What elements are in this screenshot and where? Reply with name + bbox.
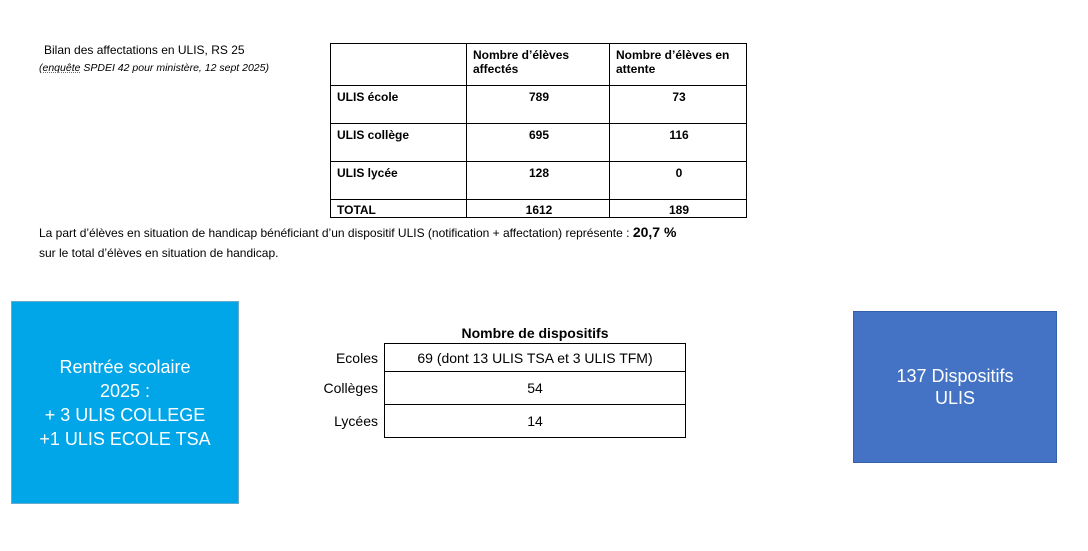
table-header-row [331,44,747,86]
row-affectes: 695 [467,124,610,162]
total-dispositifs-box [853,311,1057,463]
table-row [331,162,747,200]
caption-source [39,61,269,75]
row-label: ULIS école [331,86,467,124]
summary-text-end: sur le total d’élèves en situation de handicap. [39,246,279,260]
rentree-box [11,301,239,504]
header-cell-empty [331,44,467,86]
caption-source-first-word: (enquête [39,62,81,74]
caption-source-rest: SPDEI 42 pour ministère, 12 sept 2025) [80,62,269,74]
row-affectes: 789 [467,86,610,124]
rentree-line: Rentrée scolaire [59,356,191,377]
total-attente: 189 [610,200,747,218]
row-label: ULIS lycée [331,162,467,200]
dispositifs-title: Nombre de dispositifs [461,325,609,341]
table-row [331,86,747,124]
rentree-line: + 3 ULIS COLLEGE [44,404,206,425]
rentree-line: 2025 : [99,380,151,401]
table-total-row [331,200,747,218]
dispositif-label: Collèges [323,380,378,396]
dispositif-value: 54 [385,372,686,405]
row-attente: 73 [610,86,747,124]
dispositif-label: Lycées [334,413,378,429]
rentree-box-text [39,355,210,451]
row-affectes: 128 [467,162,610,200]
total-affectes: 1612 [467,200,610,218]
row-attente: 0 [610,162,747,200]
dispositif-value: 14 [385,405,686,438]
dispositif-label: Ecoles [335,349,378,366]
total-dispositifs-text [896,365,1013,409]
summary-paragraph [39,222,839,263]
table-row [300,372,686,405]
total-line: 137 Dispositifs [896,366,1014,386]
table-row [300,405,686,438]
row-label: ULIS collège [331,124,467,162]
row-attente: 116 [610,124,747,162]
header-cell-affectes: Nombre d’élèves affectés [467,44,610,86]
table-row [300,344,686,372]
total-line: ULIS [934,388,976,408]
summary-percentage: 20,7 % [632,224,677,240]
header-cell-attente: Nombre d’élèves en attente [610,44,747,86]
summary-text: La part d’élèves en situation de handicap bénéficiant d’un dispositif ULIS (notification + affectation) représente : [39,226,633,240]
total-label: TOTAL [331,200,467,218]
caption-title: Bilan des affectations en ULIS, RS 25 [44,43,245,57]
table-row [331,124,747,162]
rentree-line: +1 ULIS ECOLE TSA [39,428,211,449]
affectations-table [330,43,747,218]
dispositifs-table [300,343,686,438]
dispositif-value: 69 (dont 13 ULIS TSA et 3 ULIS TFM) [385,344,686,372]
